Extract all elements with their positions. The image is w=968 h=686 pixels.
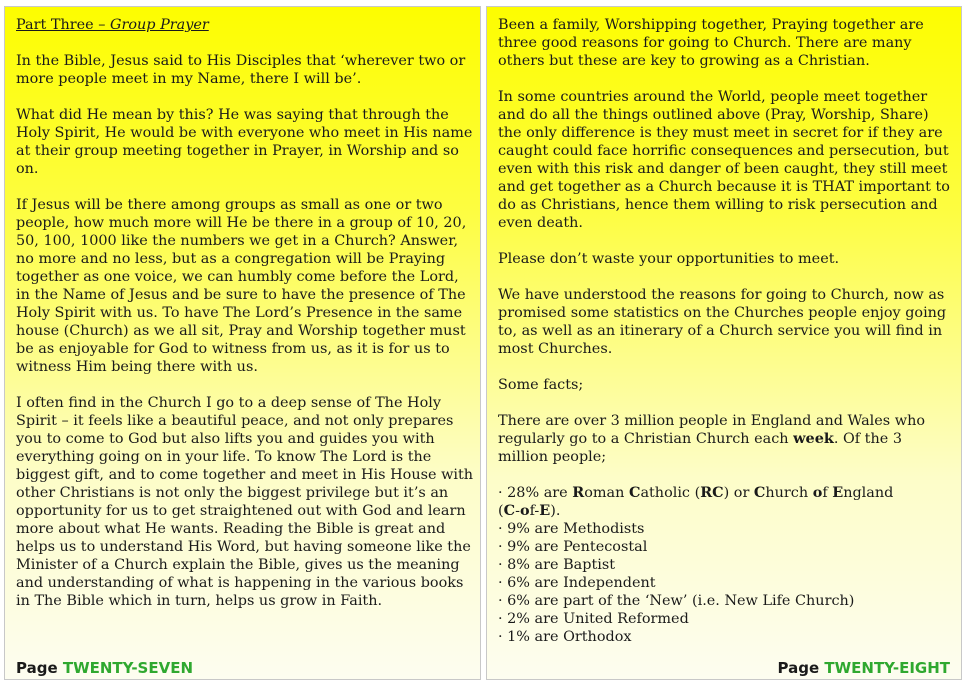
list-item: · 28% are Roman Catholic (RC) or Church of England (C-of-E). [498, 484, 894, 519]
list-item: · 6% are part of the ‘New’ (i.e. New Life Church) [498, 593, 855, 609]
left-page-text [16, 16, 474, 628]
page-number: TWENTY-EIGHT [824, 659, 950, 677]
section-heading-title: Group Prayer [109, 17, 209, 33]
list-item: · 1% are Orthodox [498, 629, 632, 645]
section-heading: Part Three – Group Prayer [16, 17, 209, 33]
list-item: · 9% are Pentecostal [498, 539, 648, 555]
paragraph: Some facts; [498, 377, 584, 393]
page-footer-left [16, 659, 193, 677]
paragraph: In the Bible, Jesus said to His Disciples that ‘wherever two or more people meet in my Name, there I will be’. [16, 53, 466, 87]
page-label: Page [777, 659, 820, 677]
paragraph: We have understood the reasons for going to Church, now as promised some statistics on the Churches people enjoy going to, as well as an itinerary of a Church service you will find in most Churches. [498, 287, 947, 357]
paragraph: If Jesus will be there among groups as small as one or two people, how much more will He be there in a group of 10, 20, 50, 100, 1000 like the numbers we get in a Church? Answer, no more and no less, but as a congregation will be Praying together as one voice, we can humbly come before the Lord, in the Name of Jesus and be sure to have the presence of The Holy Spirit with us. To have The Lord’s Presence in the same house (Church) as we all sit, Pray and Worship together must be as enjoyable for God to witness from us, as it is for us to witness Him being there with us. [16, 197, 467, 375]
paragraph: I often find in the Church I go to a deep sense of The Holy Spirit – it feels like a beautiful peace, and not only prepares you to come to God but also lifts you and guides you with everything going on in your life. To know The Lord is the biggest gift, and to come together and meet in His House with other Christians is not only the biggest privilege but it’s an opportunity for us to get straightened out with God and learn more about what He wants. Reading the Bible is great and helps us to understand His Word, but having someone like the Minister of a Church explain the Bible, gives us the meaning and understanding of what is happening in the various books in The Bible which in turn, helps us grow in Faith. [16, 395, 474, 609]
list-item: · 6% are Independent [498, 575, 656, 591]
list-item: · 2% are United Reformed [498, 611, 689, 627]
left-page [4, 6, 481, 680]
page-number: TWENTY-SEVEN [62, 659, 194, 677]
paragraph: Please don’t waste your opportunities to meet. [498, 251, 840, 267]
page-label: Page [16, 659, 58, 677]
facts-list [498, 484, 955, 646]
list-item: · 9% are Methodists [498, 521, 645, 537]
paragraph: What did He mean by this? He was saying that through the Holy Spirit, He would be with everyone who meet in His name at their group meeting together in Prayer, in Worship and so on. [16, 107, 473, 177]
stats-intro: There are over 3 million people in England and Wales who regularly go to a Christian Church each week. Of the 3 million people; [498, 413, 926, 465]
right-page-text [498, 16, 955, 646]
paragraph: In some countries around the World, people meet together and do all the things outlined above (Pray, Worship, Share) the only difference is they must meet in secret for if they are caught could face horrific consequences and persecution, but even with this risk and danger of been caught, they still meet and get together as a Church because it is THAT important to do as Christians, hence them willing to risk persecution and even death. [498, 89, 950, 231]
page-footer-right [778, 659, 950, 677]
paragraph: Been a family, Worshipping together, Praying together are three good reasons for going to Church. There are many others but these are key to growing as a Christian. [498, 17, 924, 69]
right-page [486, 6, 962, 680]
list-item: · 8% are Baptist [498, 557, 616, 573]
